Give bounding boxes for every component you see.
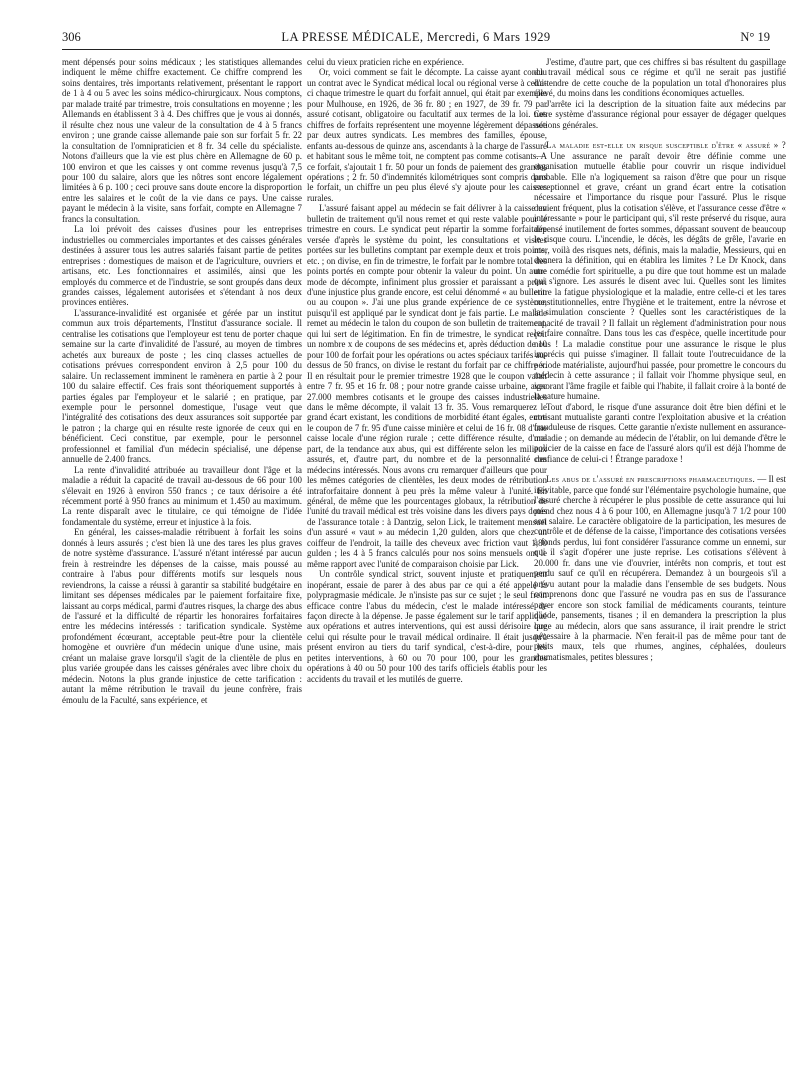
running-title: LA PRESSE MÉDICALE, Mercredi, 6 Mars 1929 bbox=[281, 30, 551, 44]
paragraph: L'assurance-invalidité est organisée et gérée par un institut commun aux trois départements, l'Institut d'assurance sociale. Il centralise les cotisations que l'employeur est tenu de porter chaque semaine sur la carte d'invalidité de l'assuré, au moyen de timbres achetés aux bureaux de poste ; les cinq classes actuelles de cotisations prévues correspondent environ à 2,5 pour 100 du salaire. Un reclassement imminent le ramènera en partie à 2 pour 100 du salaire effectif. Ces frais sont théoriquement supportés à parties égales par l'employeur et le salarié ; en pratique, par exemple pour le personnel domestique, l'usage veut que l'intégralité des cotisations des deux assurances soit supportée par le patron ; la charge qui en résulte reste ignorée de ceux qui en bénéficient. Ceci constitue, par exemple, pour le personnel professionnel et familial d'un médecin spécialisé, une dépense annuelle de 2.400 francs. bbox=[62, 307, 302, 465]
paragraph: Or, voici comment se fait le décompte. La caisse ayant conclu un contrat avec le Syndicat médical local ou régional verse à celui-ci chaque trimestre le quart du forfait annuel, qui était par exemple pour Mulhouse, en 1926, de 36 fr. 80 ; en 1927, de 39 fr. 79 par assuré cotisant, obligatoire ou facultatif aux termes de la loi. Ces chiffres de forfaits représentent une moyenne légèrement dépassée par deux autres syndicats. Les membres des familles, épouse, enfants au-dessous de quinze ans, ascendants à la charge de l'assuré et habitant sous le même toit, ne comptent pas comme cotisants. A ce forfait, s'ajoutait 1 fr. 50 pour un fonds de paiement des grandes opérations ; 2 fr. 50 d'indemnités kilométriques sont compris dans le forfait, un chiffre un peu plus élevé s'y ajoute pour les caisses rurales. bbox=[307, 67, 547, 203]
section-heading: Les abus de l'assuré en prescriptions pharmaceutiques. bbox=[546, 474, 756, 485]
header-rule bbox=[62, 49, 770, 50]
paragraph: La loi prévoit des caisses d'usines pour les entreprises industrielles ou commerciales importantes et des caisses générales destinées à assurer tous les autres salariés faisant partie de petites entreprises : domestiques de maison et de l'agriculture, ouvriers et artisans, etc. Les fonctionnaires et assimilés, ainsi que les employés du commerce et de l'industrie, se sont groupés dans deux grandes caisses, légalement autorisées et s'étendant à nos deux provinces entières. bbox=[62, 224, 302, 308]
section-paragraph bbox=[534, 140, 786, 401]
text-column-2 bbox=[307, 57, 547, 1072]
text-column-1 bbox=[62, 57, 302, 1072]
paragraph: En général, les caisses-maladie rétribuent à forfait les soins donnés à leurs assurés ; c'est bien là une des tares les plus graves de notre système d'assurance. L'assuré n'étant intéressé par aucun frein à restreindre les dépenses de la caisse, mais poussé au contraire à l'abus pour différents motifs sur lesquels nous reviendrons, la caisse a réussi à garantir sa stabilité budgétaire en limitant ses dépenses médicales par le paiement forfaitaire fixe, laissant au corps médical, parmi d'autres risques, la charge des abus de l'assuré et la difficulté de répartir les honoraires forfaitaires entre les médecins intéressés : tarification syndicale. Système profondément écœurant, acceptable peut-être pour la clientèle homogène et ouvrière d'un médecin unique d'une usine, mais créant un malaise grave lorsqu'il s'agit de la clientèle de plus en plus variée groupée dans les caisses générales avec libre choix du médecin. Notons la plus grande injustice de cette tarification : autant la même rétribution le travail du jeune confrère, frais émoulu de la Faculté, sans expérience, et bbox=[62, 527, 302, 705]
issue-number: N° 19 bbox=[740, 30, 770, 44]
paragraph: ment dépensés pour soins médicaux ; les statistiques allemandes indiquent le même chiffre exactement. Ce chiffre comprend les soins dentaires, très importants relativement, présentant le rapport de 1 à 4 ou 5 avec les soins médico-chirurgicaux. Nous comptons, par malade traité par trimestre, trois consultations en moyenne ; les Allemands en établissent 3 à 4. Des chiffres que je vous ai donnés, il résulte chez nous une valeur de la consultation de 4 à 5 francs environ ; une grande caisse allemande paie son sur forfait 5 fr. 22 la consultation de l'omnipraticien et 8 fr. 34 celle du spécialiste. Notons d'ailleurs que la vie est plus chère en Allemagne de 60 p. 100 environ et que les caisses y ont comme revenus jusqu'à 7,5 pour 100 du salaire, alors que les nôtres sont encore légalement limitées à 6 p. 100 ; ceci prouve sans doute encore la disproportion entre les salaires et le coût de la vie dans ce pays. Une caisse payant le médecin à la visite, sans forfait, compte en Allemagne 7 francs la consultation. bbox=[62, 57, 302, 224]
section-spacer bbox=[534, 130, 786, 140]
section-heading: La maladie est-elle un risque susceptible d'être « assuré » ? bbox=[546, 140, 786, 151]
paragraph: La rente d'invalidité attribuée au travailleur dont l'âge et la maladie a réduit la capacité de travail au-dessous de 66 pour 100 s'élevait en 1926 à environ 550 francs ; ce taux dérisoire a été récemment porté à 950 francs au minimum et 1.450 au maximum. La rente disparaît avec le titulaire, ce qui témoigne de l'idée fondamentale du système, erreur et injustice à la fois. bbox=[62, 464, 302, 527]
page-number: 306 bbox=[62, 30, 81, 44]
paragraph: L'assuré faisant appel au médecin se fait délivrer à la caisse un bulletin de traitement qu'il nous remet et qui reste valable pour le trimestre en cours. Le syndicat peut répartir la somme forfaitaire versée d'après le système du point, les consultations et visites portées sur les bulletins comptant par exemple deux et trois points, etc. ; on divise, en fin de trimestre, le forfait par le nombre total des points portés en compte pour obtenir la valeur du point. Un autre mode de décompte, infiniment plus grossier et paraissant a priori d'une injustice plus grande encore, est celui dénommé « au bulletin ou au coupon ». J'ai une plus grande expérience de ce système, puisqu'il est appliqué par le syndicat dont je fais partie. Le malade remet au médecin le talon du coupon de son bulletin de traitement, qui lui sert de légitimation. En fin de trimestre, le syndicat reçoit un nombre x de coupons de ses médecins et, après déduction de 10 pour 100 de forfait pour les opérations ou actes spéciaux tarifés au-dessus de 50 francs, on divise le restant du forfait par ce chiffre x. Il en résultait pour le premier trimestre 1928 que le coupon valait entre 7 fr. 95 et 16 fr. 08 ; pour notre grande caisse urbaine, avec 27.000 membres cotisants et le groupe des caisses industrielles dans le même décompte, il valait 13 fr. 35. Vous remarquerez le grand écart existant, les conditions de morbidité étant égales, entre le coupon de 7 fr. 95 d'une caisse minière et celui de 16 fr. 08 d'une caisse locale d'une région rurale ; cette différence résulte, d'une part, de la tendance aux abus, qui est différente selon les milieux assurés, et, d'autre part, du nombre et de la personnalité des médecins intéressés. Nous avons cru remarquer d'ailleurs que pour les mêmes catégories de clientèles, les deux modes de rétribution intraforfaitaire donnent à peu près la même valeur à l'unité. En général, de même que les pourcentages globaux, la rétribution de l'unité du travail médical est très voisine dans les divers pays dotés de l'assurance totale : à Dantzig, selon Lick, le traitement mensuel d'un assuré « vaut » au médecin 1,20 gulden, alors que chez un coiffeur de l'endroit, la taille des cheveux avec friction vaut 1,80 gulden ; les 4 à 5 francs calculés pour nos soins mensuels ont le même rapport avec l'unité de comparaison choisie par Lick. bbox=[307, 203, 547, 569]
running-header bbox=[62, 30, 770, 46]
section-text: — Une assurance ne paraît devoir être définie comme une organisation mutuelle établie pour couvrir un risque individuel probable. Elle n'a logiquement sa raison d'être que pour un risque exceptionnel et grave, créant un grand écart entre la cotisation nécessaire et l'importance du risque pour l'assuré. Plus le risque devient fréquent, plus la cotisation s'élève, et l'assurance cesse d'être « intéressante » pour le participant qui, s'il reste préservé du risque, aura dépensé inutilement de fortes sommes, dépassant souvent de beaucoup le risque couru. L'incendie, le décès, les dégâts de grêle, l'avarie en mer, voilà des risques nets, définis, mais la maladie, Messieurs, qui en donnera la définition, qui en établira les limites ? Le Dr Knock, dans une comédie fort spirituelle, a pu dire que tout homme est un malade qui s'ignore. Les assurés le disent avec lui. Quelles sont les limites entre la fatigue physiologique et la maladie, entre celle-ci et les tares constitutionnelles, entre l'hygiène et le traitement, entre la névrose et la simulation consciente ? Quelles sont les caractéristiques de la capacité de travail ? Il fallait un règlement d'administration pour nous les faire connaître. Dans tous les cas d'espèce, quelle incertitude pour nous ! La maladie constitue pour une assurance le risque le plus imprécis qui puisse s'imaginer. Il fallait toute l'outrecuidance de la période matérialiste, aujourd'hui passée, pour promettre le concours du médecin à cette assurance ; il fallait voir l'homme physique seul, en ignorant l'âme fragile et faible qui l'habite, il fallait croire à la bonté de la nature humaine. bbox=[534, 150, 786, 402]
paragraph: celui du vieux praticien riche en expérience. bbox=[307, 57, 464, 67]
section-spacer bbox=[534, 464, 786, 474]
paragraph: J'estime, d'autre part, que ces chiffres si bas résultent du gaspillage du travail médical sous ce régime et qu'il ne serait pas justifié d'attendre de cette couche de la population un total d'honoraires plus élevé, du moins dans les conditions économiques actuelles. bbox=[534, 57, 786, 99]
section-text: — Il est inévitable, parce que fondé sur l'élémentaire psychologie humaine, que l'assuré cherche à récupérer le plus possible de cette assurance qui lui prend chez nous 4 à 6 pour 100, en Allemagne jusqu'à 7 1/2 pour 100 son salaire. Le caractère obligatoire de la participation, les mesures de contrôle et de défense de la caisse, l'importance des cotisations versées à fonds perdus, lui font considérer l'assurance comme un ennemi, sur qui il s'agit d'opérer une juste reprise. Les cotisations s'élèvent à 20.000 fr. dans une vie d'ouvrier, intérêts non compris, et tout est perdu sauf ce qu'il en récupérera. Demandez à un bourgeois s'il a prévu autant pour la maladie dans l'ensemble de ses budgets. Nous comprenons donc que l'assuré ne voudra pas en sus de l'assurance payer encore son stock familial de médicaments courants, teinture d'iode, pansements, tisanes ; il en demandera la prescription la plus large au médecin, alors que sans assurance, il irait prendre le strict nécessaire à la pharmacie. N'en ferait-il pas de même pour tant de petits maux, tels que rhumes, angines, céphalées, douleurs rhumatismales, petites blessures ; bbox=[534, 474, 786, 662]
section-paragraph bbox=[534, 474, 786, 662]
text-column-3 bbox=[534, 57, 786, 1072]
paragraph: Tout d'abord, le risque d'une assurance doit être bien défini et le cotisant mutualiste garanti contre l'exploitation abusive et la création frauduleuse de risques. Cette garantie n'existe nullement en assurance-maladie ; on demande au médecin de l'établir, on lui demande d'être le policier de la caisse en face de l'assuré alors qu'il est déjà l'homme de confiance de celui-ci ! Étrange paradoxe ! bbox=[534, 401, 786, 464]
paragraph: Un contrôle syndical strict, souvent injuste et pratiquement inopérant, essaie de parer à des abus par ce qui a été appelé la polypragmasie médicale. Je n'insiste pas sur ce sujet ; le seul frein efficace contre l'abus du médecin, c'est le malade intéressé de façon directe à la dépense. Je passe également sur le tarif appliqué aux opérations et autres interventions, qui est aussi dérisoire que celui qui résulte pour le travail médical ordinaire. Il était jusqu'à présent environ au tiers du tarif syndical, c'est-à-dire, pour les petites interventions, à 60 ou 70 pour 100, pour les grandes opérations à 40 ou 50 pour 100 des tarifs officiels établis pour les accidents du travail et les mutilés de guerre. bbox=[307, 569, 547, 684]
paragraph: J'arrête ici la description de la situation faite aux médecins par notre système d'assurance régional pour essayer de dégager quelques notions générales. bbox=[534, 98, 786, 130]
